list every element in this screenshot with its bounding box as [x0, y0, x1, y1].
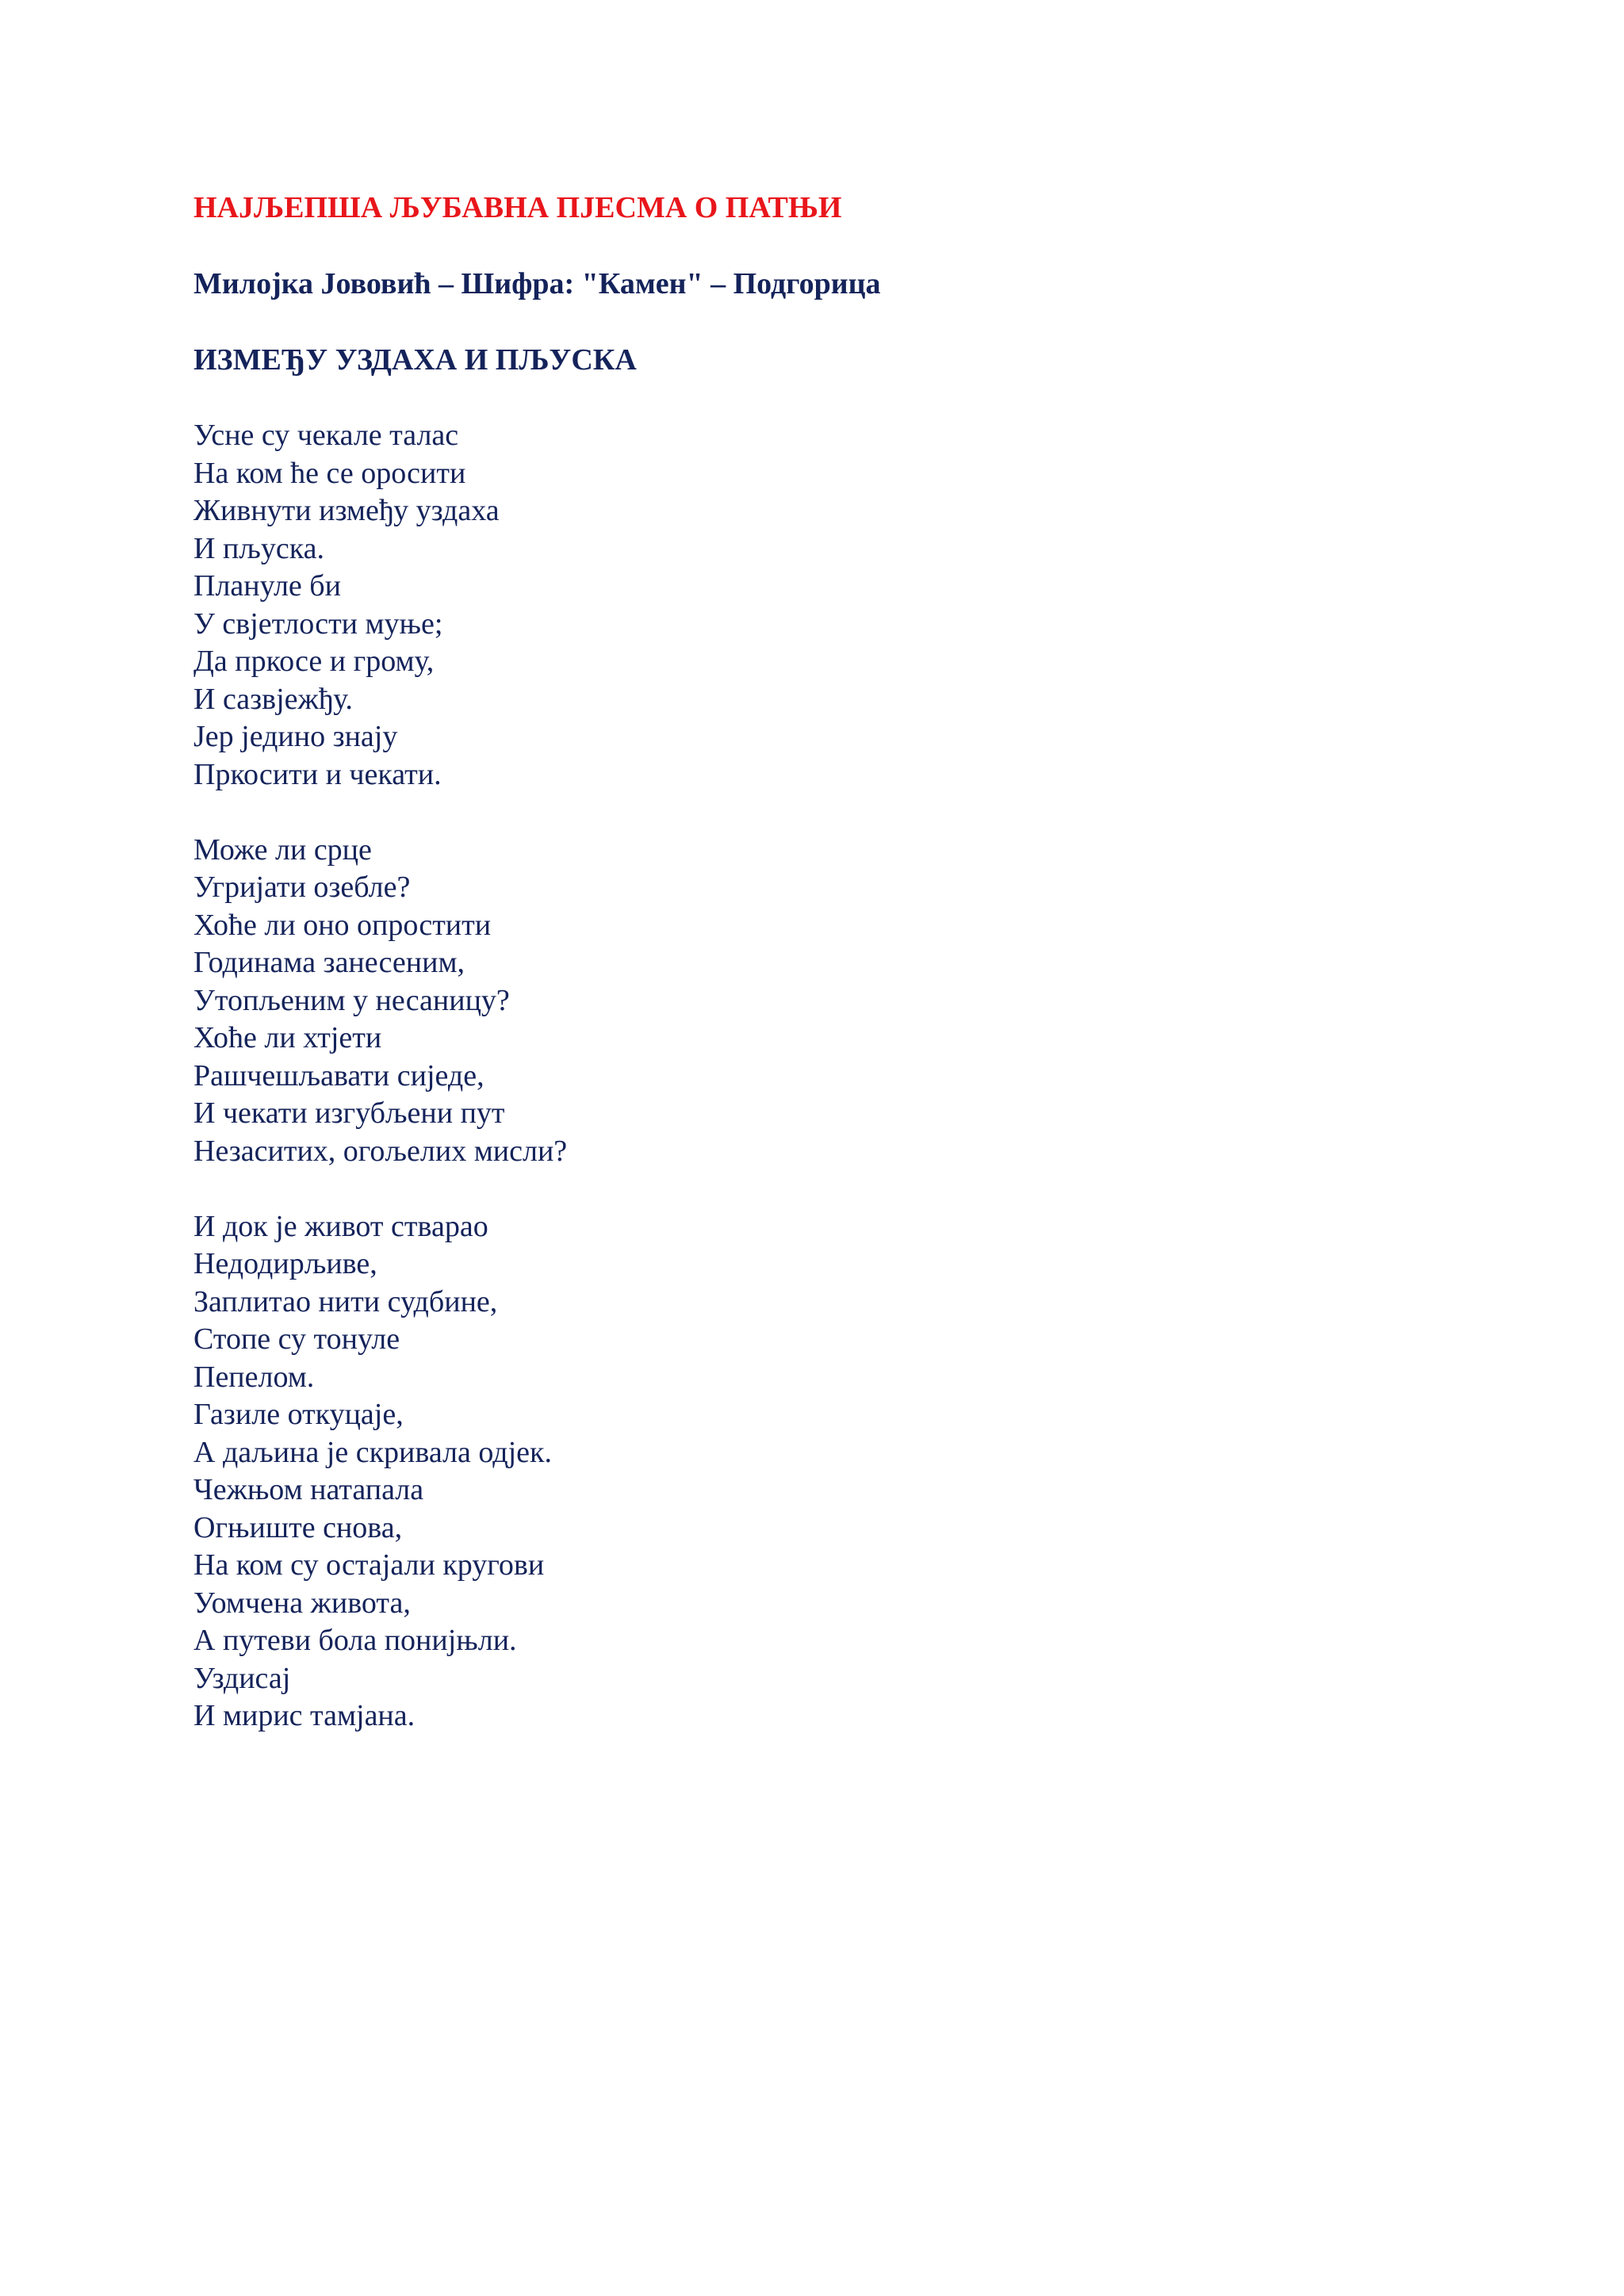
- poem-line: Усне су чекале талас: [193, 419, 459, 452]
- poem-line: А даљина је скривала одјек.: [193, 1435, 552, 1469]
- poem-line: Газиле откуцаје,: [193, 1398, 404, 1431]
- poem-line: Стопе су тонуле: [193, 1322, 400, 1356]
- stanza-1: [193, 417, 1462, 794]
- stanza-2: [193, 832, 1462, 1171]
- poem-line: И мирис тамјана.: [193, 1699, 416, 1732]
- poem-line: На ком ће се оросити: [193, 456, 466, 490]
- poem-line: Угријати озебле?: [193, 871, 411, 904]
- poem-line: Живнути између уздаха: [193, 494, 500, 527]
- poem-line: Недодирљиве,: [193, 1247, 377, 1280]
- poem-title: ИЗМЕЂУ УЗДАХА И ПЉУСКА: [193, 343, 637, 377]
- poem-line: А путеви бола понијњли.: [193, 1624, 517, 1657]
- poem-line: Уомчена живота,: [193, 1586, 411, 1620]
- poem-line: Чежњом натапала: [193, 1473, 424, 1506]
- poem-line: Да пркосе и грому,: [193, 645, 435, 678]
- poem-line: И пљуска.: [193, 531, 325, 565]
- poem-line: Пепелом.: [193, 1360, 315, 1394]
- document-title: НАЈЉЕПША ЉУБАВНА ПЈЕСМА О ПАТЊИ: [193, 191, 842, 224]
- poem-line: И сазвјежђу.: [193, 682, 353, 716]
- poem-line: На ком су остајали кругови: [193, 1548, 545, 1582]
- poem-line: Заплитао нити судбине,: [193, 1284, 498, 1318]
- poem-line: Пркосити и чекати.: [193, 757, 442, 791]
- poem-line: У свјетлости муње;: [193, 607, 443, 641]
- poem-line: Хоће ли оно опростити: [193, 908, 492, 942]
- stanza-3: [193, 1208, 1462, 1735]
- poem-line: Уздисај: [193, 1661, 291, 1695]
- poem-line: Незаситих, огољелих мисли?: [193, 1134, 568, 1168]
- poem-line: Годинама занесеним,: [193, 946, 465, 979]
- poem-line: Јер једино знају: [193, 720, 398, 753]
- poem-line: И чекати изгубљени пут: [193, 1096, 505, 1130]
- poem-line: Плануле би: [193, 569, 341, 603]
- poem-line: Рашчешљавати сиједе,: [193, 1058, 485, 1093]
- poem-line: Може ли срце: [193, 832, 372, 867]
- author-line: Милојка Јововић – Шифра: "Камен" – Подгорица: [193, 267, 881, 300]
- poem-line: Утопљеним у несаницу?: [193, 983, 510, 1017]
- poem-line: Хоће ли хтјети: [193, 1021, 382, 1054]
- poem-line: Огњиште снова,: [193, 1510, 403, 1544]
- document-content: [193, 189, 1462, 1773]
- poem-line: И док је живот стварао: [193, 1209, 488, 1243]
